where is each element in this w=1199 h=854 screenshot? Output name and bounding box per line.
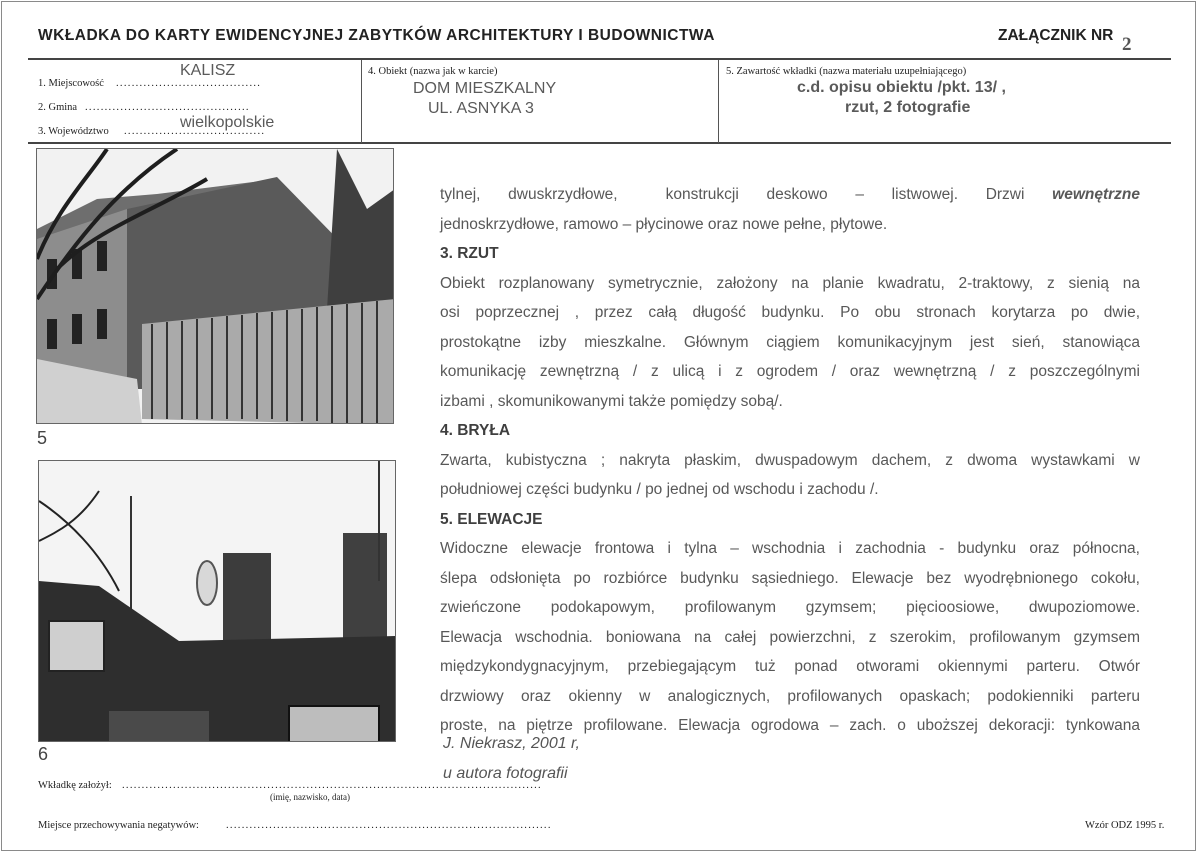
- author-label: Wkładkę założył:: [38, 780, 112, 791]
- text-line: zwieńczone podokapowym, profilowanym gzymsem; pięcioosiowe, dwupoziomowe.: [440, 599, 1140, 616]
- section-heading-rzut: 3. RZUT: [440, 245, 499, 262]
- obiekt-label: 4. Obiekt (nazwa jak w karcie): [368, 66, 498, 77]
- text-line: ślepa odsłonięta po rozbiórce budynku sąsiedniego. Elewacje bez wyodrębnionego cokołu,: [440, 569, 1140, 587]
- dotted-line: ...................................................................................: [226, 820, 552, 831]
- attachment-number: 2: [1122, 34, 1132, 55]
- miejscowosc-label: 1. Miejscowość: [38, 78, 104, 89]
- text-line: Zwarta, kubistyczna ; nakryta płaskim, dwuspadowym dachem, z dwoma wystawkami w: [440, 451, 1140, 469]
- miejscowosc-value: KALISZ: [180, 62, 236, 79]
- dotted-line: ...........................................................................................................: [122, 780, 542, 791]
- wojewodztwo-label: 3. Województwo: [38, 126, 109, 137]
- fields-rule: [28, 142, 1171, 144]
- text-line: proste, na piętrze profilowane. Elewacja ogrodowa – zach. o uboższej dekoracji: tynkowana: [440, 717, 1140, 734]
- form-id: Wzór ODZ 1995 r.: [1085, 820, 1165, 831]
- author-hint: (imię, nazwisko, data): [270, 792, 350, 802]
- negatives-label: Miejsce przechowywania negatywów:: [38, 820, 199, 831]
- text-fragment: tylnej, dwuskrzydłowe,: [440, 186, 618, 203]
- text-line: międzykondygnacyjnym, przebiegającym tuż ponad otworami okiennymi parteru. Otwór: [440, 658, 1140, 675]
- obiekt-value-name: DOM MIESZKALNY: [413, 80, 557, 97]
- text-fragment: konstrukcji deskowo – listwowej. Drzwi: [665, 186, 1025, 203]
- zawartosc-value-1: c.d. opisu obiektu /pkt. 13/ ,: [797, 79, 1006, 96]
- text-fragment: wewnętrzne: [1052, 186, 1140, 203]
- column-divider: [361, 60, 362, 143]
- dotted-line: ....................................: [124, 126, 266, 137]
- obiekt-value-address: UL. ASNYKA 3: [428, 100, 534, 117]
- author-value-name: J. Niekrasz, 2001 r,: [443, 735, 580, 752]
- attachment-label: ZAŁĄCZNIK NR: [998, 27, 1114, 44]
- page-title: WKŁADKA DO KARTY EWIDENCYJNEJ ZABYTKÓW ARCHITEKTURY I BUDOWNICTWA: [38, 27, 715, 44]
- dotted-line: ..........................................: [85, 102, 250, 113]
- text-line: komunikację zewnętrzną / z ulicą i z ogrodem / oraz wewnętrzną / z poszczególnymi: [440, 363, 1140, 380]
- text-line: Widoczne elewacje frontowa i tylna – wschodnia i zachodnia - budynku oraz północna,: [440, 540, 1140, 557]
- photo-building-rear: [36, 148, 394, 424]
- text-line: izbami , skomunikowanymi także pomiędzy sobą/.: [440, 392, 783, 410]
- column-divider: [718, 60, 719, 143]
- header-rule: [28, 58, 1171, 60]
- wojewodztwo-value: wielkopolskie: [180, 114, 275, 131]
- text-line: prostokątne izby mieszkalne. Głównym ciągiem komunikacyjnym jest sień, stanowiąca: [440, 333, 1140, 351]
- zawartosc-value-2: rzut, 2 fotografie: [845, 99, 971, 116]
- section-heading-bryla: 4. BRYŁA: [440, 422, 511, 439]
- text-line: jednoskrzydłowe, ramowo – płycinowe oraz nowe pełne, płytowe.: [440, 215, 888, 233]
- text-line: drzwiowy oraz okienny w analogicznych, profilowanych opaskach; podokienniki parteru: [440, 687, 1140, 705]
- photo-chimneys: [38, 460, 396, 742]
- description-text: [440, 180, 1140, 741]
- dotted-line: .....................................: [116, 78, 262, 89]
- photo-chimneys-image: [39, 461, 396, 742]
- text-line: Elewacja wschodnia. boniowana na całej powierzchni, z szerokim, profilowanym gzymsem: [440, 628, 1140, 646]
- author-value-source: u autora fotografii: [443, 765, 568, 782]
- text-line: [440, 180, 1140, 210]
- text-line: osi poprzecznej , przez całą długość budynku. Po obu stronach korytarza po dwie,: [440, 304, 1140, 321]
- text-line: południowej części budynku / po jednej od wschodu i zachodu /.: [440, 481, 879, 498]
- photo-building-rear-image: [37, 149, 394, 424]
- photo-number: 6: [38, 744, 49, 764]
- text-line: Obiekt rozplanowany symetrycznie, założony na planie kwadratu, 2-traktowy, z sienią na: [440, 274, 1140, 292]
- gmina-label: 2. Gmina: [38, 102, 78, 113]
- photo-number: 5: [37, 428, 48, 448]
- zawartosc-label: 5. Zawartość wkładki (nazwa materiału uzupełniającego): [726, 66, 967, 77]
- section-heading-elewacje: 5. ELEWACJE: [440, 510, 543, 528]
